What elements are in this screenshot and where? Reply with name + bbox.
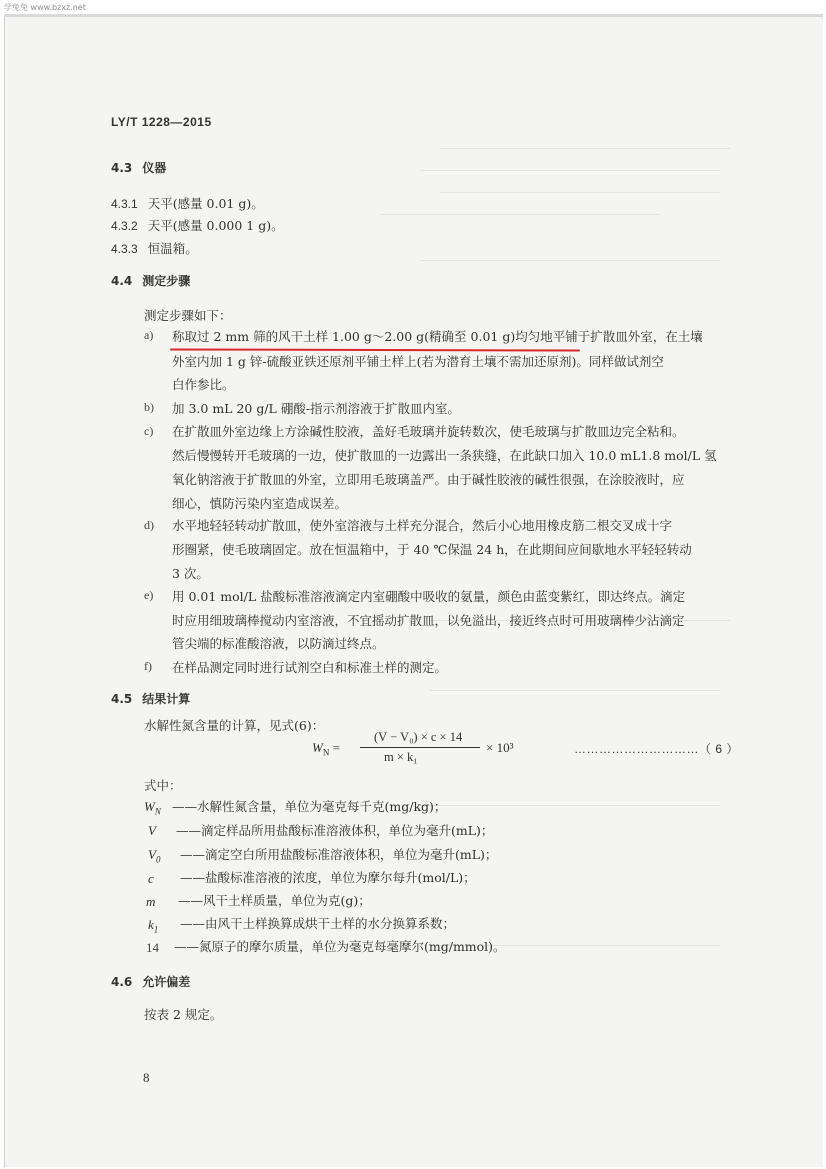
fraction-bar [360, 747, 480, 748]
section-number: 4.4 [111, 274, 133, 288]
step-c-line: 然后慢慢转开毛玻璃的一边，使扩散皿的一边露出一条狭缝，在此缺口加入 10.0 mL1.8 mol/L 氢 [172, 448, 717, 463]
equation-number: …………………………（ 6 ） [574, 742, 739, 756]
step-e-line: 管尖端的标准酸溶液，以防滴过终点。 [172, 636, 385, 651]
step-marker-c: c) [144, 424, 154, 438]
symbol-definition [148, 914, 158, 935]
section-title: 仪器 [142, 161, 167, 175]
scan-top-edge [4, 14, 823, 17]
bleed-through [380, 214, 660, 215]
symbol-description: ——水解性氮含量，单位为毫克每千克(mg/kg)； [172, 799, 447, 814]
step-d-line: 3 次。 [172, 566, 209, 581]
section-heading-4-3 [111, 159, 166, 176]
section-number: 4.3 [111, 161, 133, 175]
list-item [111, 193, 264, 212]
formula-numerator: (V − V₀) × c × 14 [374, 730, 463, 744]
step-c-line: 细心，慎防污染内室造成误差。 [172, 496, 348, 511]
symbol-definition [146, 937, 159, 956]
step-f-line: 在样品测定同时进行试剂空白和标准土样的测定。 [172, 660, 448, 675]
bleed-through [420, 260, 720, 261]
section-number: 4.6 [111, 975, 133, 989]
item-number: 4.3.1 [111, 197, 138, 211]
step-e-line: 时应用细玻璃棒搅动内室溶液，不宜摇动扩散皿，以免溢出，接近终点时可用玻璃棒少沾滴定 [172, 613, 685, 628]
symbol-definition [144, 796, 161, 817]
symbol-definition [148, 844, 160, 865]
bleed-through [420, 805, 720, 806]
step-a-line: 称取过 2 mm 筛的风干土样 1.00 g～2.00 g(精确至 0.01 g)均匀地平铺于扩散皿外室，在土壤 [172, 329, 703, 344]
item-number: 4.3.3 [111, 242, 138, 256]
step-marker-a: a) [144, 328, 154, 342]
step-c-line: 氧化钠溶液于扩散皿的外室，立即用毛玻璃盖严。由于碱性胶液的碱性很强，在涂胶液时，应 [172, 472, 685, 487]
symbol: m [146, 894, 156, 909]
symbol-description: ——滴定空白所用盐酸标准溶液体积，单位为毫升(mL)； [180, 847, 498, 862]
page-number: 8 [143, 1070, 150, 1085]
symbol-description: ——由风干土样换算成烘干土样的水分换算系数； [180, 916, 456, 931]
bleed-through [430, 690, 720, 691]
formula-lhs: $W_N$ = [312, 740, 340, 758]
section-heading-4-5 [111, 690, 190, 707]
bleed-through [440, 148, 730, 149]
symbol: 14 [146, 940, 159, 955]
section-heading-4-6 [111, 973, 190, 990]
symbol-description: ——滴定样品所用盐酸标准溶液体积，单位为毫升(mL)； [176, 823, 494, 838]
step-marker-b: b) [144, 400, 154, 414]
list-item [111, 215, 284, 234]
symbol: $k_1$ [148, 917, 159, 935]
section-heading-4-4 [111, 272, 190, 289]
step-d-line: 形圈紧，使毛玻璃固定。放在恒温箱中，于 40 ℃保温 24 h，在此期间应间歇地水平轻轻转动 [172, 542, 692, 557]
symbol-definition [148, 868, 154, 887]
symbol-description: ——氮原子的摩尔质量，单位为毫克每毫摩尔(mg/mmol)。 [174, 939, 506, 954]
section-title: 允许偏差 [142, 975, 191, 989]
symbol: $V_0$ [148, 847, 161, 865]
tolerance-text: 按表 2 规定。 [144, 1007, 223, 1022]
formula-multiplier: × 10³ [486, 740, 514, 755]
item-text: 恒温箱。 [147, 241, 198, 256]
symbol-description: ——盐酸标准溶液的浓度，单位为摩尔每升(mol/L)； [180, 870, 476, 885]
section-title: 结果计算 [142, 692, 191, 706]
symbol: c [148, 871, 154, 886]
procedure-intro: 测定步骤如下： [144, 308, 232, 323]
item-number: 4.3.2 [111, 219, 138, 233]
item-text: 天平(感量 0.01 g)。 [147, 196, 264, 211]
section-number: 4.5 [111, 692, 133, 706]
symbol: V [148, 823, 156, 838]
step-d-line: 水平地轻轻转动扩散皿，使外室溶液与土样充分混合，然后小心地用橡皮筋二根交叉成十字 [172, 518, 673, 533]
bleed-through [420, 170, 720, 171]
site-watermark: 学兔兔 www.bzxz.net [4, 3, 86, 12]
step-a-line: 外室内加 1 g 锌-硫酸亚铁还原剂平铺土样上(若为潜育土壤不需加还原剂)。同样做试剂空 [172, 354, 664, 369]
step-e-line: 用 0.01 mol/L 盐酸标准溶液滴定内室硼酸中吸收的氨量，颜色由蓝变紫红，即达终点。滴定 [172, 589, 686, 604]
list-item [111, 238, 198, 257]
formula-intro: 水解性氮含量的计算，见式(6)： [144, 718, 325, 733]
step-marker-f: f) [144, 659, 152, 673]
symbol-definition [146, 891, 155, 910]
standard-number: LY/T 1228—2015 [111, 115, 212, 129]
bleed-through [440, 192, 720, 193]
symbol: $W_N$ [144, 799, 161, 817]
step-marker-e: e) [144, 588, 154, 602]
step-b-line: 加 3.0 mL 20 g/L 硼酸-指示剂溶液于扩散皿内室。 [172, 401, 461, 416]
step-a-line: 白作参比。 [172, 377, 235, 392]
step-marker-d: d) [144, 518, 154, 532]
symbol-definition [148, 820, 156, 841]
section-title: 测定步骤 [142, 274, 191, 288]
symbol-description: ——风干土样质量，单位为克(g)； [178, 893, 371, 908]
where-label: 式中： [144, 778, 182, 793]
formula-denominator: m × k₁ [384, 750, 418, 764]
step-c-line: 在扩散皿外室边缘上方涂碱性胶液，盖好毛玻璃并旋转数次，使毛玻璃与扩散皿边完全粘和。 [172, 424, 685, 439]
item-text: 天平(感量 0.000 1 g)。 [147, 218, 284, 233]
